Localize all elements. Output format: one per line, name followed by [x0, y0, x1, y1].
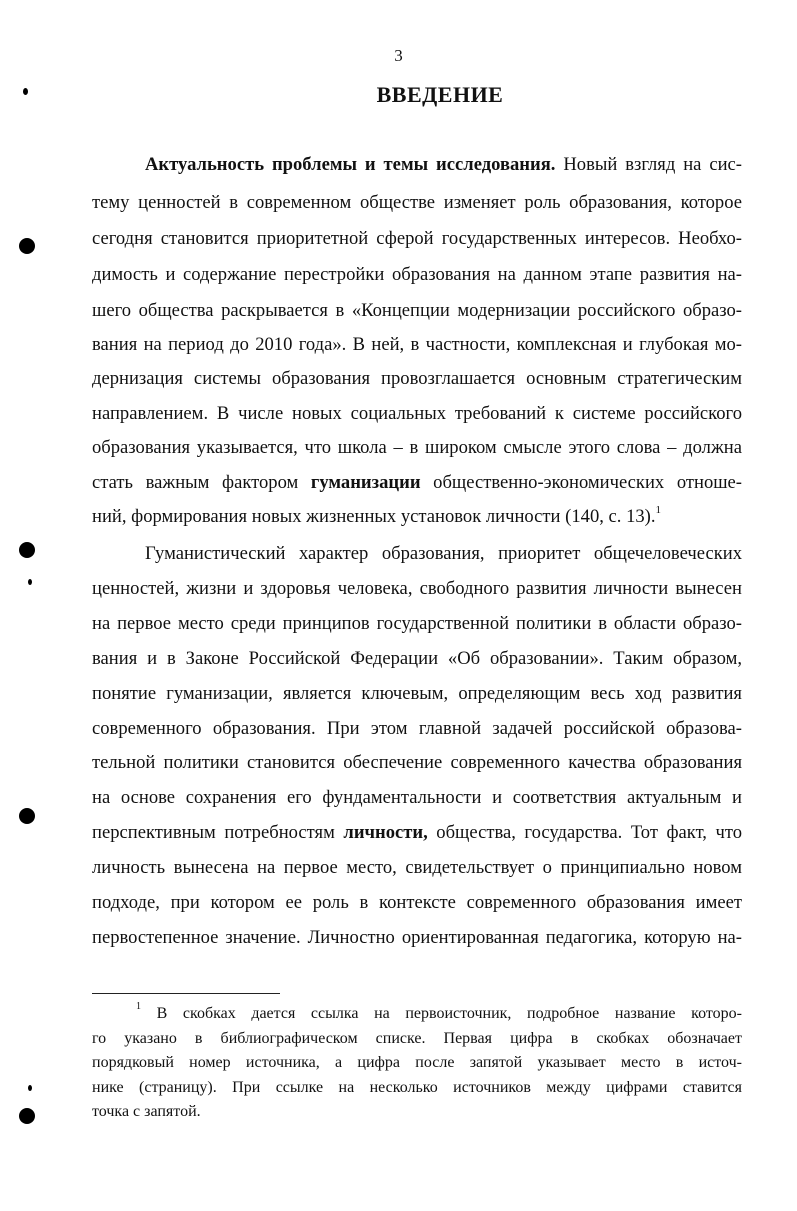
line-text: общественно-экономических отноше- [420, 472, 742, 493]
paragraph-line: димость и содержание перестройки образования на данном этапе развития на- [92, 264, 742, 285]
paragraph-line: дернизация системы образования провозглашается основным стратегическим [92, 368, 742, 389]
line-text: перспективным потребностям [92, 822, 344, 843]
paragraph-line [92, 500, 742, 534]
paragraph-line [92, 816, 742, 850]
paragraph-line: сегодня становится приоритетной сферой государственных интересов. Необхо- [92, 228, 742, 249]
paragraph-line: личность вынесена на первое место, свидетельствует о принципиально новом [92, 857, 742, 878]
footnote-line [136, 1000, 742, 1025]
paragraph-line: образования указывается, что школа – в широком смысле этого слова – должна [92, 437, 742, 458]
paragraph-line: вания на период до 2010 года». В ней, в частности, комплексная и глубокая мо- [92, 334, 742, 355]
punch-hole-mark [19, 1108, 35, 1124]
line-text: стать важным фактором [92, 472, 311, 493]
paragraph-line: шего общества раскрывается в «Концепции модернизации российского образо- [92, 300, 742, 321]
page-number: 3 [394, 46, 403, 65]
paragraph-line: ценностей, жизни и здоровья человека, свободного развития личности вынесен [92, 578, 742, 599]
bold-heading-phrase: Актуальность проблемы и темы исследования. [145, 154, 556, 175]
bold-term: гуманизации [310, 472, 421, 493]
footnote-line: го указано в библиографическом списке. Первая цифра в скобках обозначает [92, 1030, 742, 1047]
paragraph-line: подходе, при котором ее роль в контексте современного образования имеет [92, 892, 742, 913]
punch-hole-mark [19, 238, 35, 254]
paragraph-line: понятие гуманизации, является ключевым, определяющим весь ход развития [92, 683, 742, 704]
paragraph-line: современного образования. При этом главной задачей российской образова- [92, 718, 742, 739]
bold-term: личности, [343, 822, 428, 843]
paragraph-line: направлением. В числе новых социальных требований к системе российского [92, 403, 742, 424]
paragraph-line: на первое место среди принципов государственной политики в области образо- [92, 613, 742, 634]
footnote-line: нике (страницу). При ссылке на несколько источников между цифрами ставится [92, 1079, 742, 1096]
punch-hole-mark [19, 542, 35, 558]
footnote-reference[interactable]: 1 [655, 503, 662, 516]
punch-hole-mark [28, 1085, 32, 1091]
line-text: ний, формирования новых жизненных установок личности (140, с. 13). [92, 506, 656, 527]
footnote-separator [92, 993, 280, 994]
paragraph-line: тему ценностей в современном обществе изменяет роль образования, которое [92, 192, 742, 213]
footnote-text: В скобках дается ссылка на первоисточник, подробное название которо- [141, 1005, 742, 1022]
line-text: общества, государства. Тот факт, что [427, 822, 743, 843]
punch-hole-mark [19, 808, 35, 824]
line-text: Новый взгляд на сис- [555, 154, 742, 175]
footnote-line: точка с запятой. [92, 1103, 201, 1120]
paragraph-line [145, 148, 742, 182]
paragraph-line [92, 466, 742, 500]
footnote-line: порядковый номер источника, а цифра после запятой указывает место в источ- [92, 1054, 742, 1071]
punch-hole-mark [23, 88, 28, 95]
paragraph-line: первостепенное значение. Личностно ориентированная педагогика, которую на- [92, 927, 742, 948]
page-title: ВВЕДЕНИЕ [376, 82, 504, 107]
paragraph-line: Гуманистический характер образования, приоритет общечеловеческих [145, 543, 742, 564]
punch-hole-mark [28, 579, 32, 585]
paragraph-line: тельной политики становится обеспечение современного качества образования [92, 752, 742, 773]
footnote-mark: 1 [136, 1000, 141, 1012]
paragraph-line: на основе сохранения его фундаментальности и соответствия актуальным и [92, 787, 742, 808]
paragraph-line: вания и в Законе Российской Федерации «Об образовании». Таким образом, [92, 648, 742, 669]
